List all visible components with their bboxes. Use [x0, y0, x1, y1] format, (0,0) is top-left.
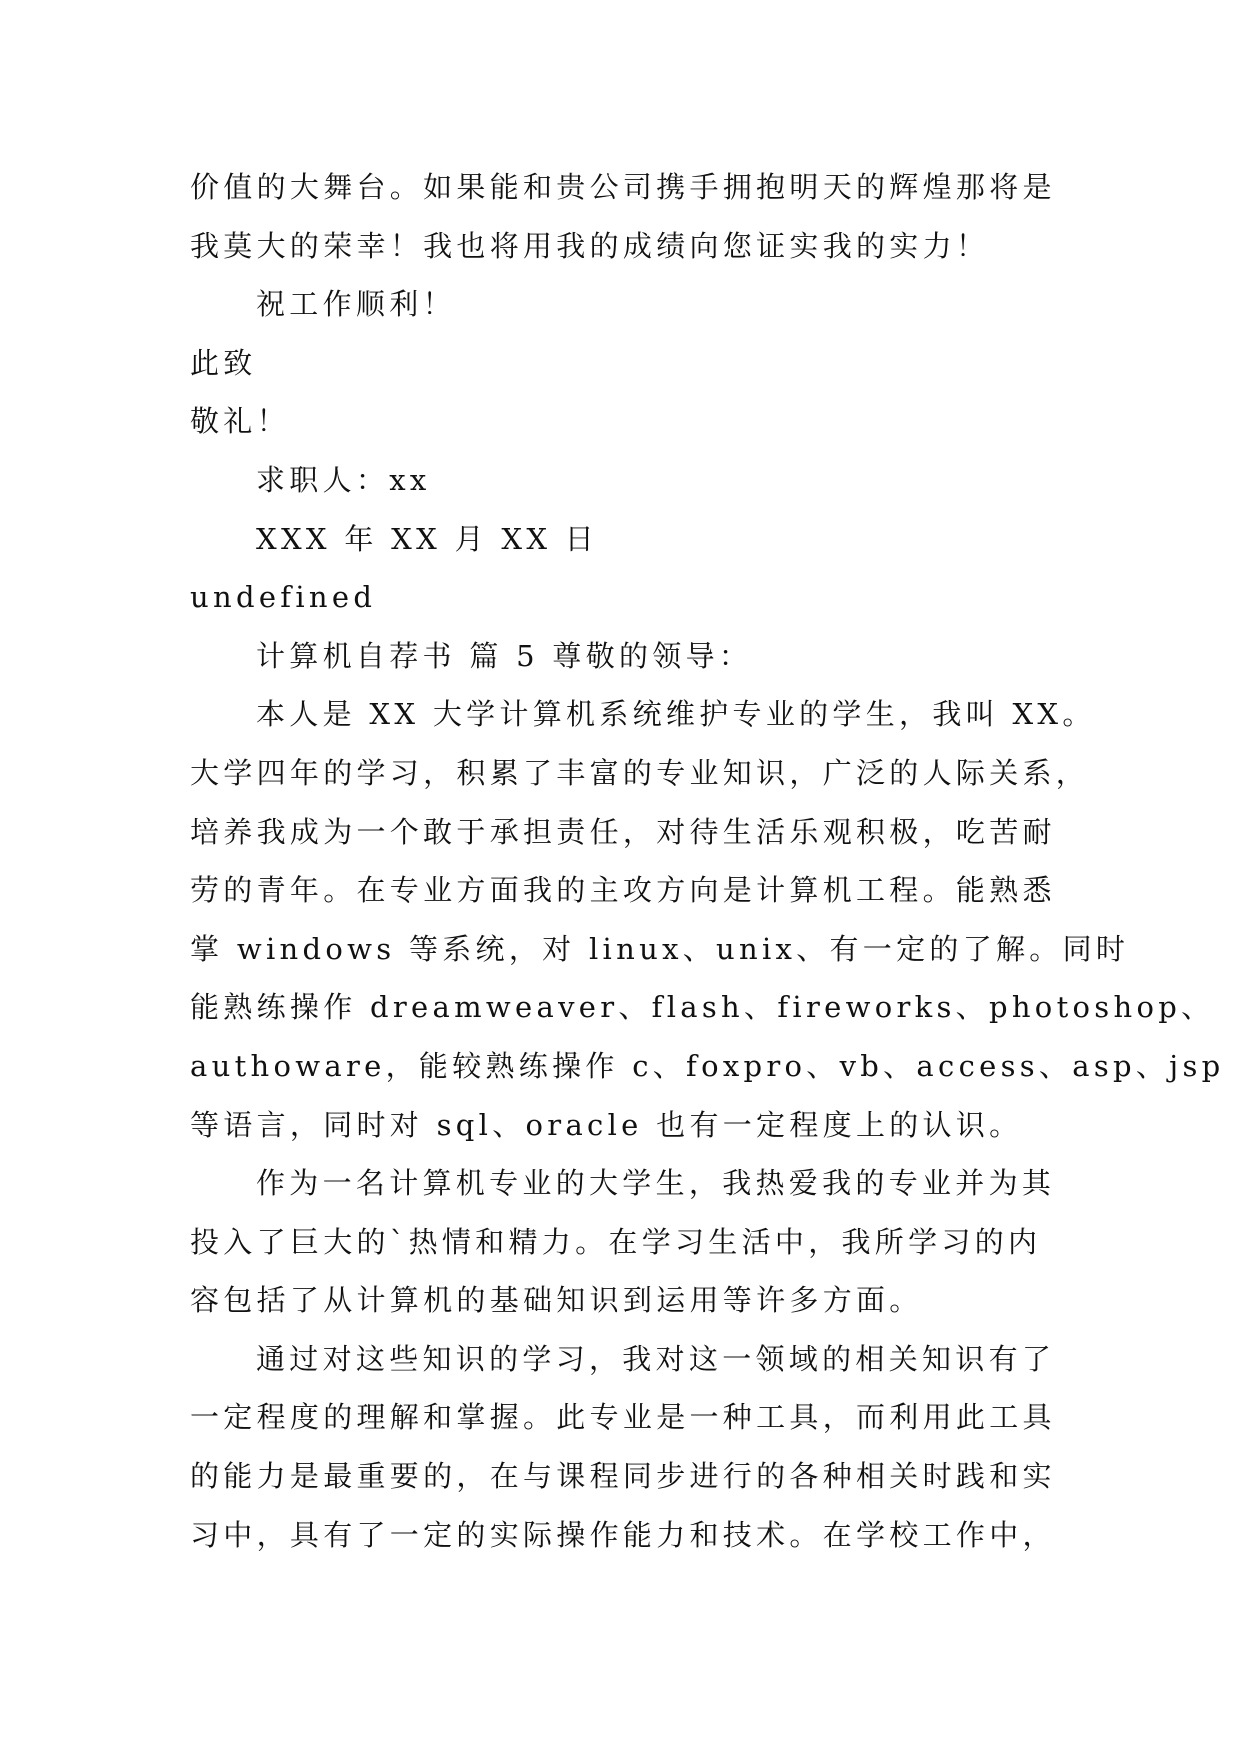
- text-line: 求职人：xx: [256, 462, 431, 497]
- text-line: 劳的青年。在专业方面我的主攻方向是计算机工程。能熟悉: [190, 873, 1056, 908]
- text-line: 掌 windows 等系统，对 linux、unix、有一定的了解。同时: [190, 931, 1130, 966]
- text-line: XXX 年 XX 月 XX 日: [256, 521, 599, 556]
- text-line: 此致: [190, 345, 257, 380]
- text-line: 祝工作顺利！: [256, 287, 456, 322]
- text-line: 我莫大的荣幸！我也将用我的成绩向您证实我的实力！: [190, 228, 990, 263]
- text-line: 价值的大舞台。如果能和贵公司携手拥抱明天的辉煌那将是: [190, 170, 1056, 204]
- text-line: 培养我成为一个敢于承担责任，对待生活乐观积极，吃苦耐: [190, 814, 1056, 849]
- text-line: authoware，能较熟练操作 c、foxpro、vb、access、asp、jsp: [190, 1048, 1225, 1083]
- text-line: 习中，具有了一定的实际操作能力和技术。在学校工作中，: [190, 1517, 1056, 1552]
- text-line: 容包括了从计算机的基础知识到运用等许多方面。: [190, 1283, 923, 1318]
- text-line: undefined: [190, 580, 377, 615]
- text-line: 本人是 XX 大学计算机系统维护专业的学生，我叫 XX。: [256, 697, 1096, 732]
- text-line: 等语言，同时对 sql、oracle 也有一定程度上的认识。: [190, 1107, 1023, 1142]
- text-line: 一定程度的理解和掌握。此专业是一种工具，而利用此工具: [190, 1400, 1056, 1435]
- text-line: 作为一名计算机专业的大学生，我热爱我的专业并为其: [256, 1166, 1056, 1201]
- text-line: 的能力是最重要的，在与课程同步进行的各种相关时践和实: [190, 1459, 1056, 1494]
- text-line: 敬礼！: [190, 404, 290, 439]
- document-body: [190, 158, 1225, 1564]
- text-line: 能熟练操作 dreamweaver、flash、fireworks、photoshop、: [190, 990, 1215, 1025]
- text-line: 投入了巨大的`热情和精力。在学习生活中，我所学习的内: [190, 1224, 1042, 1259]
- text-line: 通过对这些知识的学习，我对这一领域的相关知识有了: [256, 1341, 1056, 1376]
- text-line: 计算机自荐书 篇 5 尊敬的领导：: [256, 638, 753, 673]
- text-line: 大学四年的学习，积累了丰富的专业知识，广泛的人际关系，: [190, 755, 1090, 790]
